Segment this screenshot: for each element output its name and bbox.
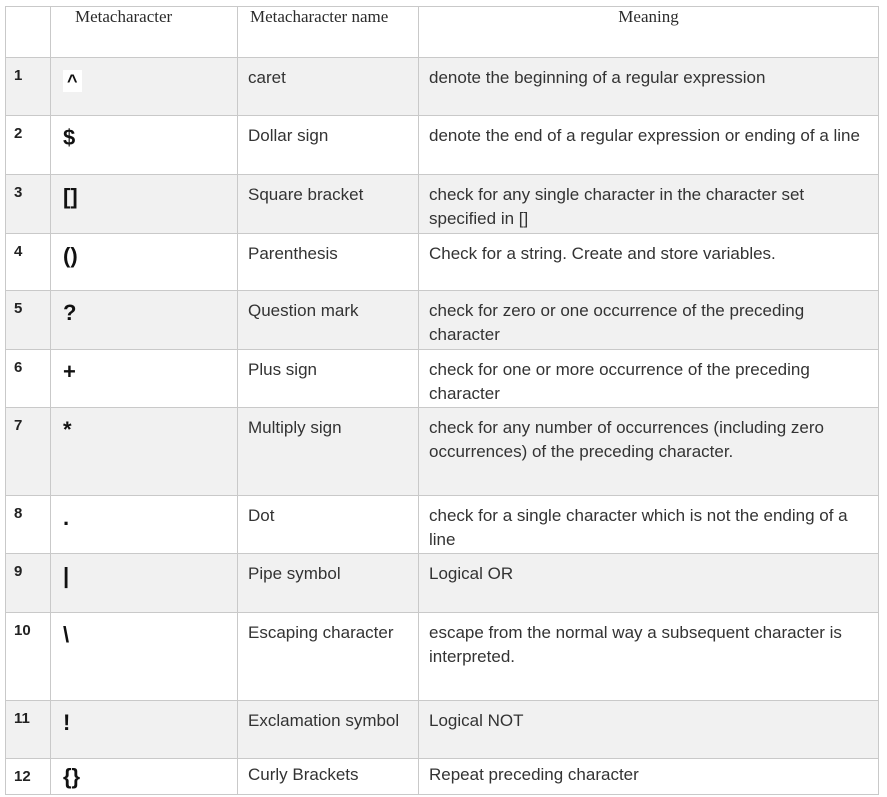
table-row [6, 175, 879, 234]
metacharacter-meaning: check for one or more occurrence of the preceding character [419, 350, 879, 408]
row-number: 11 [6, 701, 51, 759]
table-row [6, 58, 879, 116]
metacharacter-name: Square bracket [238, 175, 419, 234]
metacharacter-name: Curly Brackets [238, 759, 419, 795]
metacharacter-symbol: $ [51, 116, 238, 175]
row-number: 6 [6, 350, 51, 408]
row-number: 3 [6, 175, 51, 234]
header-row [6, 7, 879, 58]
metacharacter-symbol: | [51, 554, 238, 613]
metacharacter-meaning: check for any number of occurrences (including zero occurrences) of the preceding character. [419, 408, 879, 496]
metacharacter-symbol: \ [51, 613, 238, 701]
table-row [6, 613, 879, 701]
metacharacter-symbol: . [51, 496, 238, 554]
table-row [6, 234, 879, 291]
row-number: 7 [6, 408, 51, 496]
metacharacter-symbol: {} [51, 759, 238, 795]
metacharacter-meaning: denote the beginning of a regular expression [419, 58, 879, 116]
table-row [6, 350, 879, 408]
metacharacter-meaning: check for a single character which is not the ending of a line [419, 496, 879, 554]
metacharacter-name: Escaping character [238, 613, 419, 701]
metacharacter-meaning: Logical NOT [419, 701, 879, 759]
metacharacter-meaning: check for zero or one occurrence of the preceding character [419, 291, 879, 350]
metacharacter-name: Parenthesis [238, 234, 419, 291]
table-row [6, 554, 879, 613]
metacharacter-meaning: Logical OR [419, 554, 879, 613]
table-row [6, 116, 879, 175]
metacharacter-name: Dollar sign [238, 116, 419, 175]
header-meaning: Meaning [419, 7, 879, 58]
table-row [6, 408, 879, 496]
table-row [6, 291, 879, 350]
header-number [6, 7, 51, 58]
metacharacter-name: Question mark [238, 291, 419, 350]
metacharacter-symbol: [] [51, 175, 238, 234]
header-metacharacter: Metacharacter [51, 7, 238, 58]
metacharacter-symbol: * [51, 408, 238, 496]
metacharacter-name: Exclamation symbol [238, 701, 419, 759]
table-row [6, 759, 879, 795]
metacharacter-name: caret [238, 58, 419, 116]
metacharacter-meaning: check for any single character in the character set specified in [] [419, 175, 879, 234]
metacharacter-table [5, 6, 879, 795]
row-number: 8 [6, 496, 51, 554]
row-number: 2 [6, 116, 51, 175]
table-row [6, 701, 879, 759]
row-number: 1 [6, 58, 51, 116]
header-metacharacter-name: Metacharacter name [238, 7, 419, 58]
metacharacter-symbol: ? [51, 291, 238, 350]
caret-symbol: ^ [63, 70, 82, 92]
metacharacter-symbol: + [51, 350, 238, 408]
metacharacter-meaning: Repeat preceding character [419, 759, 879, 795]
row-number: 9 [6, 554, 51, 613]
metacharacter-name: Multiply sign [238, 408, 419, 496]
row-number: 10 [6, 613, 51, 701]
row-number: 4 [6, 234, 51, 291]
row-number: 5 [6, 291, 51, 350]
metacharacter-name: Pipe symbol [238, 554, 419, 613]
metacharacter-name: Plus sign [238, 350, 419, 408]
table-row [6, 496, 879, 554]
metacharacter-meaning: escape from the normal way a subsequent character is interpreted. [419, 613, 879, 701]
metacharacter-symbol [51, 58, 238, 116]
metacharacter-name: Dot [238, 496, 419, 554]
metacharacter-meaning: denote the end of a regular expression or ending of a line [419, 116, 879, 175]
row-number: 12 [6, 759, 51, 795]
metacharacter-meaning: Check for a string. Create and store variables. [419, 234, 879, 291]
metacharacter-symbol: ! [51, 701, 238, 759]
metacharacter-symbol: () [51, 234, 238, 291]
